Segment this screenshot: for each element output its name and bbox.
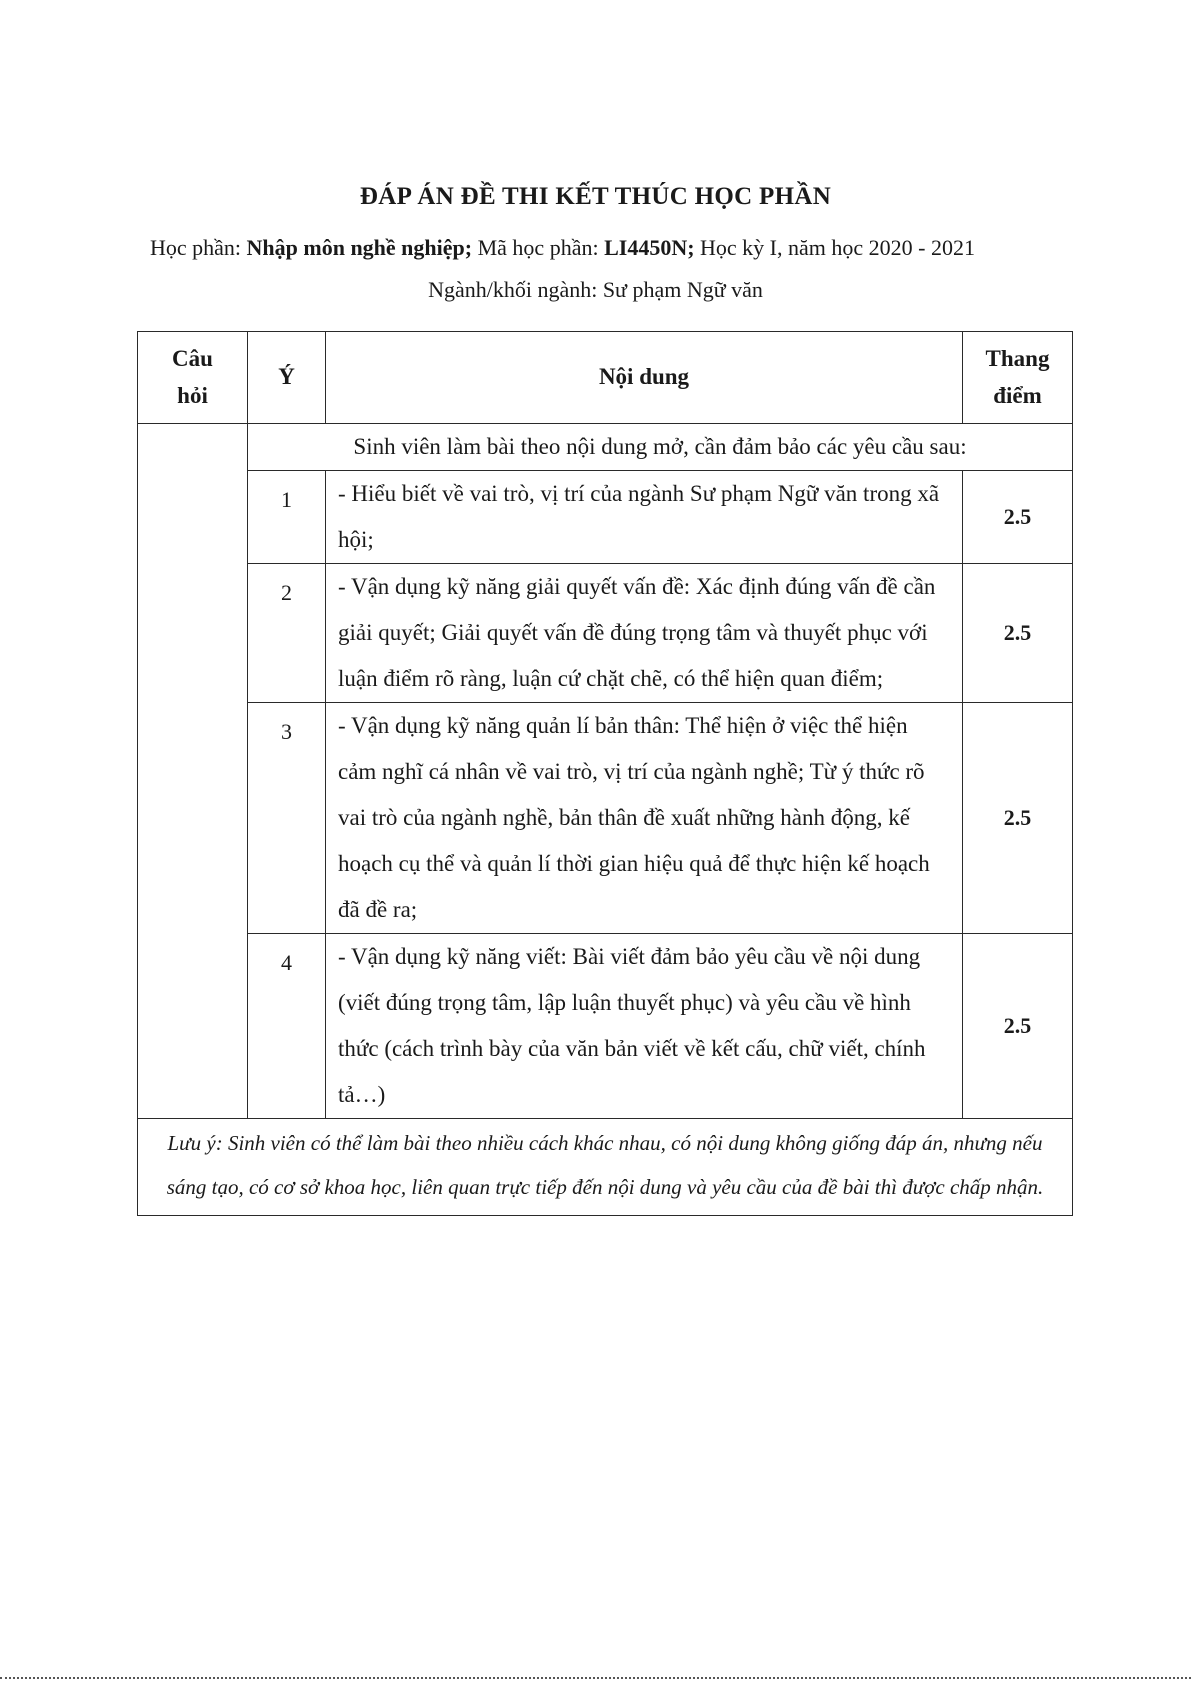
question-cell [138, 424, 248, 1119]
header-score: Thang điểm [963, 332, 1073, 424]
item-score: 2.5 [963, 564, 1073, 703]
table-header-row [138, 332, 1073, 424]
course-name: Nhập môn nghề nghiệp; [246, 235, 473, 260]
item-index: 2 [248, 564, 326, 703]
header-content: Nội dung [326, 332, 963, 424]
item-score: 2.5 [963, 471, 1073, 564]
item-content: - Vận dụng kỹ năng quản lí bản thân: Thể hiện ở việc thể hiện cảm nghĩ cá nhân về vai trò, vị trí của ngành nghề; Từ ý thức rõ vai trò của ngành nghề, bản thân đề xuất những hành động, kế hoạch cụ thể và quản lí thời gian hiệu quả để thực hiện kế hoạch đã đề ra; [326, 703, 963, 934]
note-text: Lưu ý: Sinh viên có thể làm bài theo nhiều cách khác nhau, có nội dung không giống đáp án, nhưng nếu sáng tạo, có cơ sở khoa học, liên quan trực tiếp đến nội dung và yêu cầu của đề bài thì được chấp nhận. [138, 1119, 1073, 1216]
document-title: ĐÁP ÁN ĐỀ THI KẾT THÚC HỌC PHẦN [359, 183, 832, 210]
header-item: Ý [248, 332, 326, 424]
item-content: - Hiểu biết về vai trò, vị trí của ngành Sư phạm Ngữ văn trong xã hội; [326, 471, 963, 564]
item-score: 2.5 [963, 934, 1073, 1119]
note-row [138, 1119, 1073, 1216]
item-index: 1 [248, 471, 326, 564]
answer-table [137, 331, 1073, 1216]
course-term: Học kỳ I, năm học 2020 - 2021 [694, 235, 975, 260]
item-score: 2.5 [963, 703, 1073, 934]
table-row [138, 934, 1073, 1119]
table-row [138, 471, 1073, 564]
course-code: LI4450N; [604, 235, 695, 260]
course-code-label: Mã học phần: [472, 235, 605, 260]
table-row [138, 564, 1073, 703]
intro-row [138, 424, 1073, 471]
course-info-line [150, 235, 1110, 261]
item-content: - Vận dụng kỹ năng giải quyết vấn đề: Xác định đúng vấn đề cần giải quyết; Giải quyết vấn đề đúng trọng tâm và thuyết phục với luận điểm rõ ràng, luận cứ chặt chẽ, có thể hiện quan điểm; [326, 564, 963, 703]
scan-edge-divider [0, 1677, 1191, 1683]
item-index: 4 [248, 934, 326, 1119]
table-row [138, 703, 1073, 934]
major-line: Ngành/khối ngành: Sư phạm Ngữ văn [428, 277, 763, 302]
item-index: 3 [248, 703, 326, 934]
item-content: - Vận dụng kỹ năng viết: Bài viết đảm bảo yêu cầu về nội dung (viết đúng trọng tâm, lập luận thuyết phục) và yêu cầu về hình thức (cách trình bày của văn bản viết về kết cấu, chữ viết, chính tả…) [326, 934, 963, 1119]
intro-text: Sinh viên làm bài theo nội dung mở, cần đảm bảo các yêu cầu sau: [248, 424, 1073, 471]
header-question: Câu hỏi [138, 332, 248, 424]
course-label: Học phần: [150, 235, 247, 260]
